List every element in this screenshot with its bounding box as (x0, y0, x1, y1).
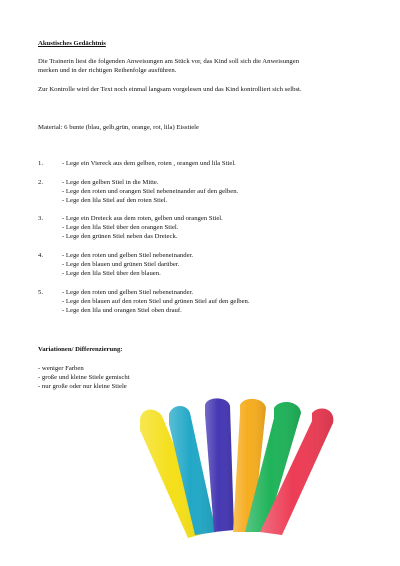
variation-item-2: - große und kleine Stiele gemischt (38, 374, 130, 381)
step-4-line-3: - Lege den lila Stiel über den blauen. (62, 270, 161, 277)
intro-line-3: Zur Kontrolle wird der Text noch einmal langsam vorgelesen und das Kind kontrolliert sich selbst. (38, 86, 302, 93)
step-4-line-1: - Lege den roten und gelben Stiel nebeneinander. (62, 252, 194, 259)
step-3-line-1: - Lege ein Dreieck aus dem roten, gelben und orangen Stiel. (62, 215, 223, 222)
step-5-number: 5. (38, 289, 44, 296)
step-3-line-3: - Lege den grünen Stiel neben das Dreieck. (62, 233, 178, 240)
variation-item-3: - nur große oder nur kleine Stiele (38, 383, 127, 390)
step-3-number: 3. (38, 215, 44, 222)
step-5-line-3: - Lege den lila und orangen Stiel oben drauf. (62, 307, 182, 314)
material-line: Material: 6 bunte (blau, gelb,grün, orange, rot, lila) Eisstiele (38, 124, 200, 131)
document-title: Akustisches Gedächtnis (38, 40, 106, 47)
step-2-line-2: - Lege den roten und orangen Stiel nebeneinander auf den gelben. (62, 188, 239, 195)
step-4-number: 4. (38, 252, 44, 259)
step-2-line-1: - Lege den gelben Stiel in die Mitte. (62, 179, 159, 186)
step-2-line-3: - Lege den lila Stiel auf den roten Stiel. (62, 197, 168, 204)
intro-line-1: Die Trainerin liest die folgenden Anweisungen am Stück vor, das Kind soll sich die Anweisungen (38, 58, 300, 65)
variations-heading: Variationen/ Differenzierung: (38, 346, 123, 353)
step-5-line-2: - Lege den blauen auf den roten Stiel und grünen Stiel auf den gelben. (62, 298, 250, 305)
step-1-line-1: - Lege ein Viereck aus dem gelben, roten , orangen und lila Stiel. (62, 160, 236, 167)
step-4-line-2: - Lege den blauen und grünen Stiel darüber. (62, 261, 180, 268)
intro-line-2: merken und in der richtigen Reihenfolge ausführen. (38, 67, 177, 74)
step-1-number: 1. (38, 160, 44, 167)
step-2-number: 2. (38, 179, 44, 186)
step-5-line-1: - Lege den roten und gelben Stiel nebeneinander. (62, 289, 194, 296)
step-3-line-2: - Lege den lila Stiel über den orangen Stiel. (62, 224, 179, 231)
variation-item-1: - weniger Farben (38, 365, 84, 372)
popsicle-sticks-image (132, 396, 340, 538)
